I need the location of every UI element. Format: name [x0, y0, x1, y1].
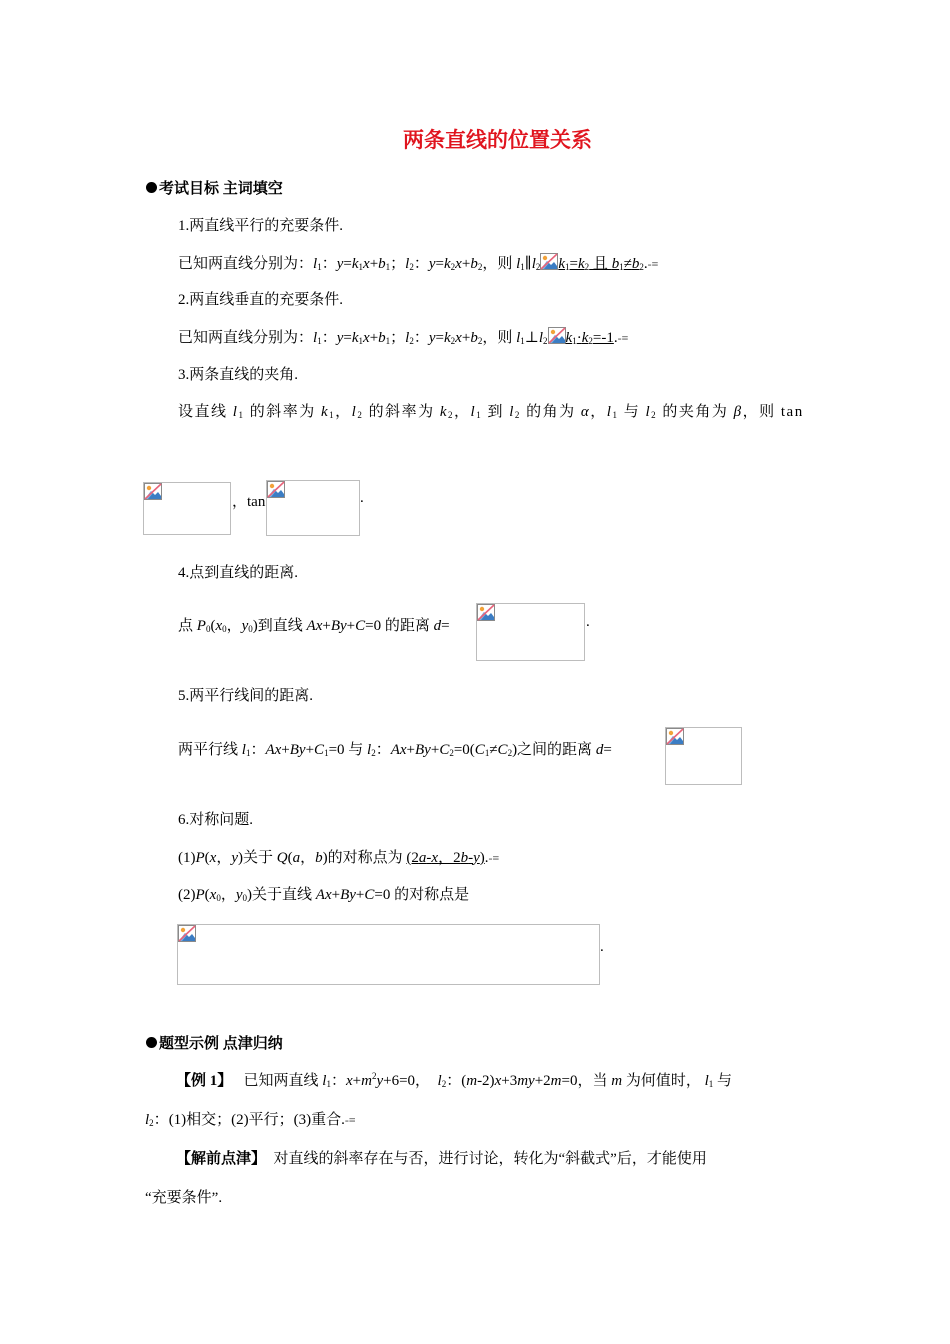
item6-heading: 6.对称问题.	[178, 812, 254, 828]
period: .	[600, 939, 604, 955]
analysis-line2: “充要条件”.	[145, 1190, 223, 1206]
broken-image-icon	[540, 253, 558, 270]
period: .	[586, 614, 590, 630]
broken-image-icon	[178, 925, 196, 942]
broken-image-icon	[144, 483, 162, 500]
item3-line: 设直线 $l_1$ 的斜率为 $k_1$，$l_2$ 的斜率为 $k_2$，$l_1$ 到 $l_2$ 的角为 α，$l_1$ 与 $l_2$ 的夹角为 β，则 tan	[178, 404, 804, 420]
analysis-line: 【解前点津】 对直线的斜率存在与否，进行讨论，转化为“斜截式”后，才能使用	[176, 1151, 707, 1167]
broken-image-icon	[548, 327, 566, 344]
item2-heading: 2.两直线垂直的充要条件.	[178, 292, 344, 308]
broken-image-icon	[666, 728, 684, 745]
formula-image-placeholder	[177, 924, 600, 985]
page-title: 两条直线的位置关系	[403, 128, 592, 152]
section-heading-targets	[146, 177, 283, 198]
item3-heading: 3.两条直线的夹角.	[178, 367, 299, 383]
example1-line: 【例 1】 已知两直线 $l_1$：$x+m^2y+6=0$， $l_2$：(m-2)x+3my+2m=0，当 m 为何值时， $l_1$ 与	[176, 1071, 733, 1089]
paragraph-mark: -≡	[344, 1113, 356, 1127]
item1-answer: $k_1=k_2$ 且 $b_1\ne b_2$	[558, 256, 644, 272]
item5-line: 两平行线 $l_1$：$Ax+By+C_1=0$ 与 $l_2$：$Ax+By+C_2=0(C_1\ne C_2)$之间的距离 d=	[178, 742, 612, 758]
formula-image-placeholder	[476, 603, 585, 661]
paragraph-mark: -≡	[647, 257, 659, 271]
item4-line: 点 $P_0(x_0$，$y_0$)到直线 Ax+By+C=0 的距离 d=	[178, 618, 450, 634]
bullet-icon	[146, 1037, 157, 1048]
item6-2-line: $(2)P(x_0$，$y_0$)关于直线 Ax+By+C=0 的对称点是	[178, 887, 470, 903]
section-heading-examples	[146, 1032, 283, 1053]
paragraph-mark: -≡	[488, 851, 500, 865]
tan-separator: ，tan	[232, 494, 266, 510]
broken-image-icon	[267, 481, 285, 498]
formula-image-placeholder	[266, 480, 360, 536]
item6-1-line: (1)P(x，y)关于 Q(a，b)的对称点为 (2a-x，2b-y).-≡	[178, 850, 500, 866]
broken-image-icon	[477, 604, 495, 621]
item6-1-answer: (2a-x，2b-y)	[406, 850, 485, 866]
item2-line: 已知两直线分别为：$l_1$：$y=k_1x+b_1$；$l_2$：$y=k_2x+b_2$，则 $l_1\perp l_2$ $k_1\cdot k_2=-1.-\equiv$	[178, 326, 628, 347]
section-label: 考试目标 主词填空	[159, 181, 283, 197]
example1-line2: $l_2$：(1)相交；(2)平行；(3)重合.-≡	[145, 1112, 356, 1128]
item4-heading: 4.点到直线的距离.	[178, 565, 299, 581]
item1-line: 已知两直线分别为：$l_1$：$y=k_1x+b_1$；$l_2$：$y=k_2x+b_2$，则 $l_1\parallel l_2$ $k_1=k_2$ 且 $b_1\ne b_2.-\equiv$	[178, 252, 658, 273]
item5-heading: 5.两平行线间的距离.	[178, 688, 314, 704]
analysis-label: 【解前点津】	[176, 1151, 267, 1167]
paragraph-mark: -≡	[617, 331, 629, 345]
example-label: 【例 1】	[176, 1073, 233, 1089]
item2-answer: $k_1\cdot k_2=-1$	[565, 330, 614, 346]
perpendicular-symbol: ⊥	[524, 330, 539, 346]
formula-image-placeholder	[665, 727, 742, 785]
section-label: 题型示例 点津归纳	[159, 1036, 283, 1052]
bullet-icon	[146, 182, 157, 193]
formula-image-placeholder	[143, 482, 231, 535]
period: .	[360, 490, 364, 506]
parallel-symbol: ∥	[524, 256, 532, 272]
item1-heading: 1.两直线平行的充要条件.	[178, 218, 344, 234]
